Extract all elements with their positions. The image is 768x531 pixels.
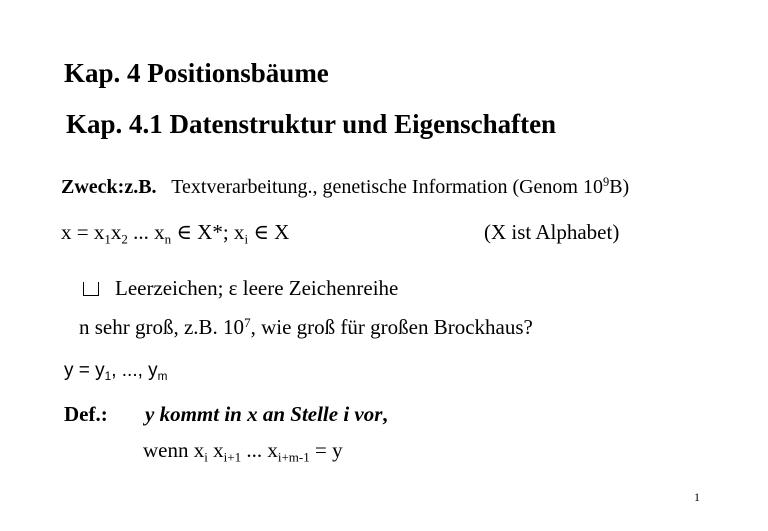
y-line bbox=[64, 360, 167, 382]
def-statement-line bbox=[145, 402, 388, 427]
purpose-tail: B) bbox=[609, 176, 630, 198]
y-def-a: y = y bbox=[64, 360, 105, 381]
purpose-line bbox=[61, 176, 629, 199]
subscript: i+m-1 bbox=[277, 449, 310, 465]
def-condition bbox=[143, 438, 343, 463]
purpose-label: Zweck:z.B. bbox=[61, 176, 157, 198]
x-def-mid: ... x bbox=[127, 220, 165, 244]
cond-a: wenn x bbox=[143, 438, 205, 462]
blank-space-icon bbox=[83, 282, 99, 296]
subscript: i+1 bbox=[223, 449, 242, 465]
blank-line bbox=[83, 276, 398, 301]
subscript: 2 bbox=[121, 231, 128, 247]
def-label: Def.: bbox=[64, 402, 108, 426]
cond-b: x bbox=[207, 438, 224, 462]
n-exponent: 7 bbox=[244, 314, 251, 330]
purpose-text: Textverarbeitung., genetische Information (Genom 10 bbox=[171, 176, 603, 198]
def-comma: , bbox=[382, 402, 388, 426]
section-title: Kap. 4.1 Datenstruktur und Eigenschaften bbox=[66, 109, 557, 139]
def-statement: y kommt in x an Stelle i vor bbox=[145, 402, 383, 426]
blank-text: Leerzeichen; ε leere Zeichenreihe bbox=[115, 276, 399, 300]
subscript: m bbox=[157, 370, 168, 384]
chapter-title: Kap. 4 Positionsbäume bbox=[64, 58, 329, 88]
cond-c: ... x bbox=[241, 438, 278, 462]
alphabet-note: (X ist Alphabet) bbox=[484, 220, 620, 244]
n-text: n sehr groß, z.B. 10 bbox=[79, 315, 245, 339]
x-definition bbox=[61, 220, 289, 245]
page-number: 1 bbox=[694, 490, 700, 504]
cond-d: = y bbox=[309, 438, 343, 462]
n-line bbox=[79, 315, 533, 340]
subscript: i bbox=[204, 449, 208, 465]
subscript: 1 bbox=[104, 370, 112, 384]
x-def-rhs: ∈ X*; x bbox=[171, 220, 245, 244]
subscript: i bbox=[244, 231, 249, 247]
n-tail: , wie groß für großen Brockhaus? bbox=[250, 315, 533, 339]
x-def-lhs: x = x bbox=[61, 220, 105, 244]
x-def-rhs2: ∈ X bbox=[248, 220, 290, 244]
purpose-exponent: 9 bbox=[602, 175, 610, 190]
y-def-b: , ..., y bbox=[111, 360, 158, 381]
x-def-var: x bbox=[110, 220, 122, 244]
subscript: 1 bbox=[104, 231, 111, 247]
subscript: n bbox=[164, 231, 172, 247]
